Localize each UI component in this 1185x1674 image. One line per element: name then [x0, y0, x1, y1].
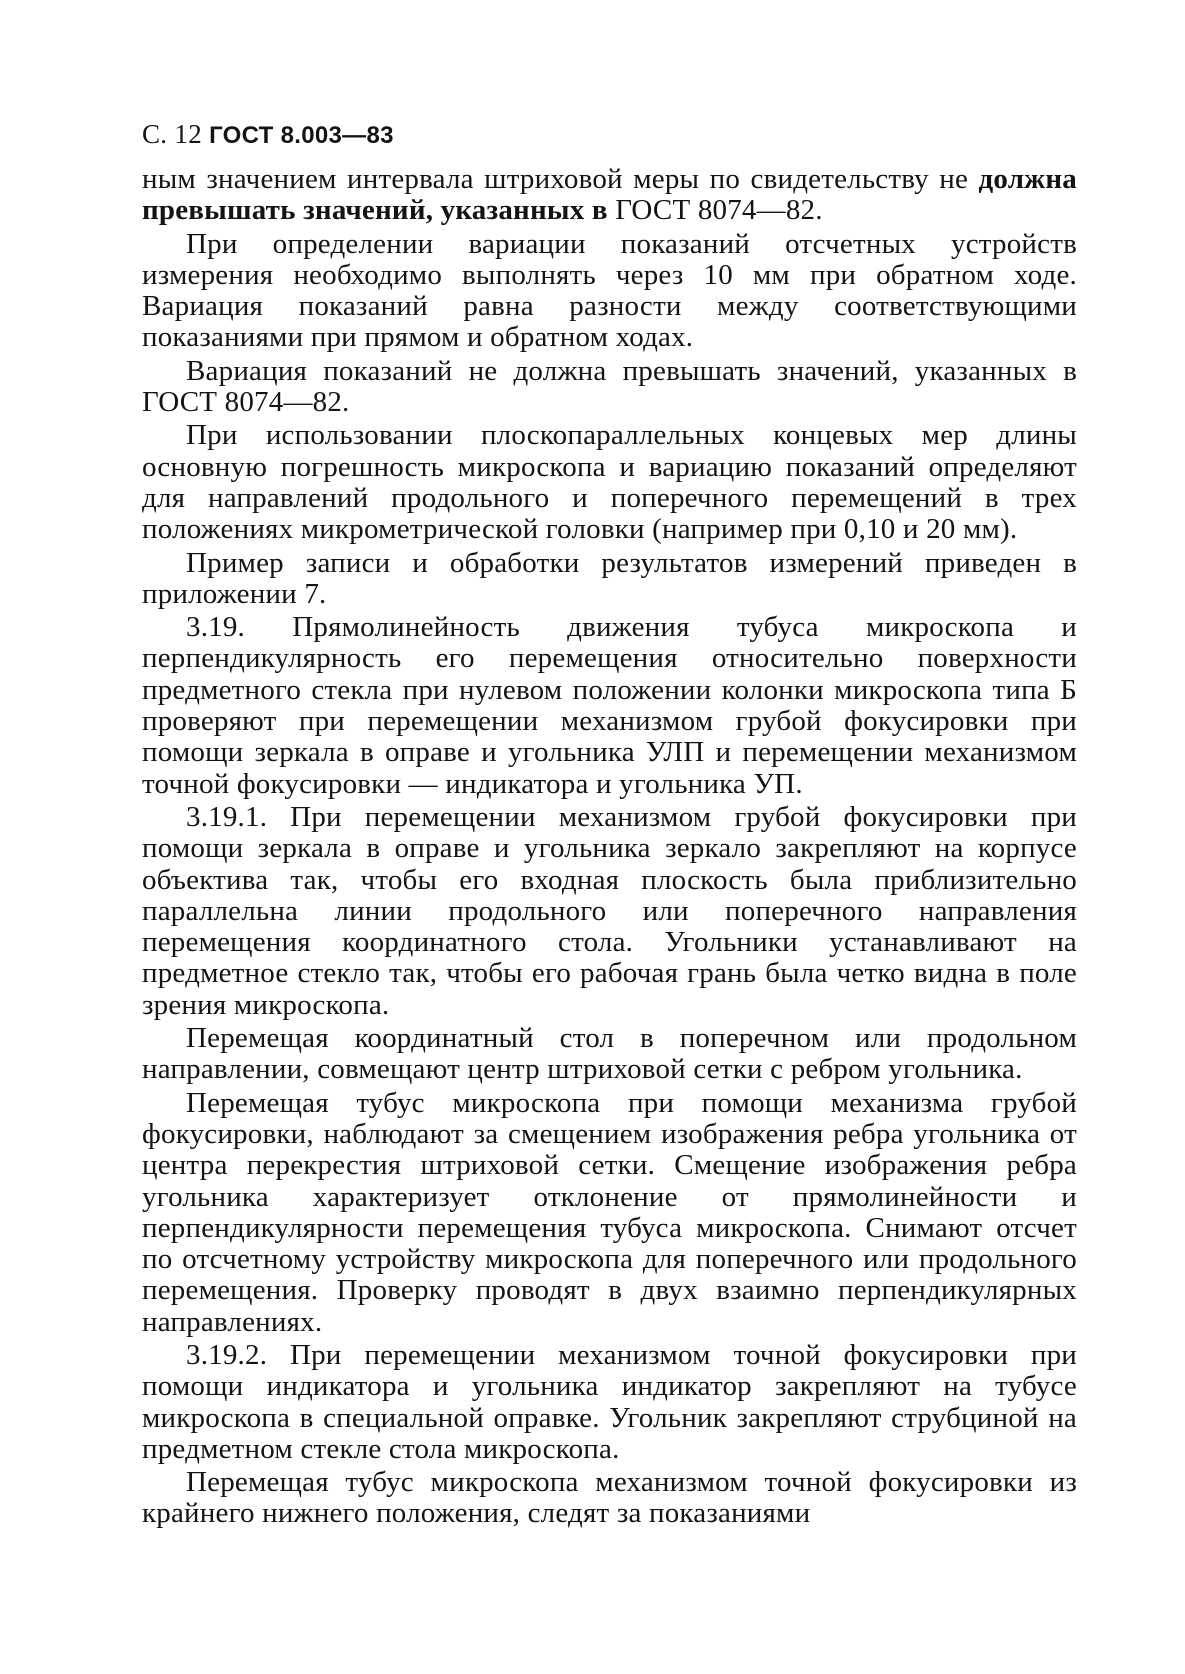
paragraph-gauge-blocks: При использовании плоскопараллельных концевых мер длины основную погрешность микроскопа и вариацию показаний определяют для направлений продольного и поперечного перемещений в трех положениях микрометрической головки (например при 0,10 и 20 мм).: [142, 419, 1077, 546]
paragraph-bold-text: должна превышать значений, указанных в: [142, 163, 1077, 227]
paragraph-moving-tube: Перемещая тубус микроскопа при помощи механизма грубой фокусировки, наблюдают за смещением изображения ребра угольника от центра перекрестия штриховой сетки. Смещение изображения ребра угольника характеризует отклонение от прямолинейности и перпендикулярности перемещения тубуса микроскопа. Снимают отсчет по отсчетному устройству микроскопа для поперечного или продольного перемещения. Проверку проводят в двух взаимно перпендикулярных направлениях.: [142, 1086, 1077, 1338]
standard-title: ГОСТ 8.003—83: [209, 122, 394, 149]
body-text: [142, 164, 1077, 1532]
paragraph-3-19: 3.19. Прямолинейность движения тубуса микроскопа и перпендикулярность его перемещения относительно поверхности предметного стекла при нулевом положении колонки микроскопа типа Б проверяют при перемещении механизмом грубой фокусировки при помощи зеркала в оправе и угольника УЛП и перемещении механизмом точной фокусировки — индикатора и угольника УП.: [142, 611, 1077, 800]
paragraph-continuation: [142, 164, 1077, 227]
paragraph-example-record: Пример записи и обработки результатов измерений приведен в приложении 7.: [142, 546, 1077, 610]
paragraph-moving-table: Перемещая координатный стол в поперечном или продольном направлении, совмещают центр штриховой сетки с ребром угольника.: [142, 1022, 1077, 1086]
paragraph-text: ным значением интервала штриховой меры по свидетельству не: [142, 163, 979, 195]
paragraph-fine-focus: Перемещая тубус микроскопа механизмом точной фокусировки из крайнего нижнего положения, следят за показаниями: [142, 1466, 1077, 1530]
paragraph-3-19-1: 3.19.1. При перемещении механизмом грубой фокусировки при помощи зеркала в оправе и угольника зеркало закрепляют на корпусе объектива так, чтобы его входная плоскость была приблизительно параллельна линии продольного или поперечного направления перемещения координатного стола. Угольники устанавливают на предметное стекло так, чтобы его рабочая грань была четко видна в поле зрения микроскопа.: [142, 800, 1077, 1021]
page-number: С. 12: [142, 119, 203, 149]
paragraph-variation-limit: Вариация показаний не должна превышать значений, указанных в ГОСТ 8074—82.: [142, 354, 1077, 419]
paragraph-3-19-2: 3.19.2. При перемещении механизмом точной фокусировки при помощи индикатора и угольника индикатор закрепляют на тубусе микроскопа в специальной оправке. Угольник закрепляют струбциной на предметном стекле стола микроскопа.: [142, 1338, 1077, 1465]
paragraph-text-after: ГОСТ 8074—82.: [615, 194, 823, 227]
paragraph-variation-determination: При определении вариации показаний отсчетных устройств измерения необходимо выполнять через 10 мм при обратном ходе. Вариация показаний равна разности между соответствующими показаниями при прямом и обратном ходах.: [142, 227, 1077, 354]
page-header: [142, 118, 394, 152]
